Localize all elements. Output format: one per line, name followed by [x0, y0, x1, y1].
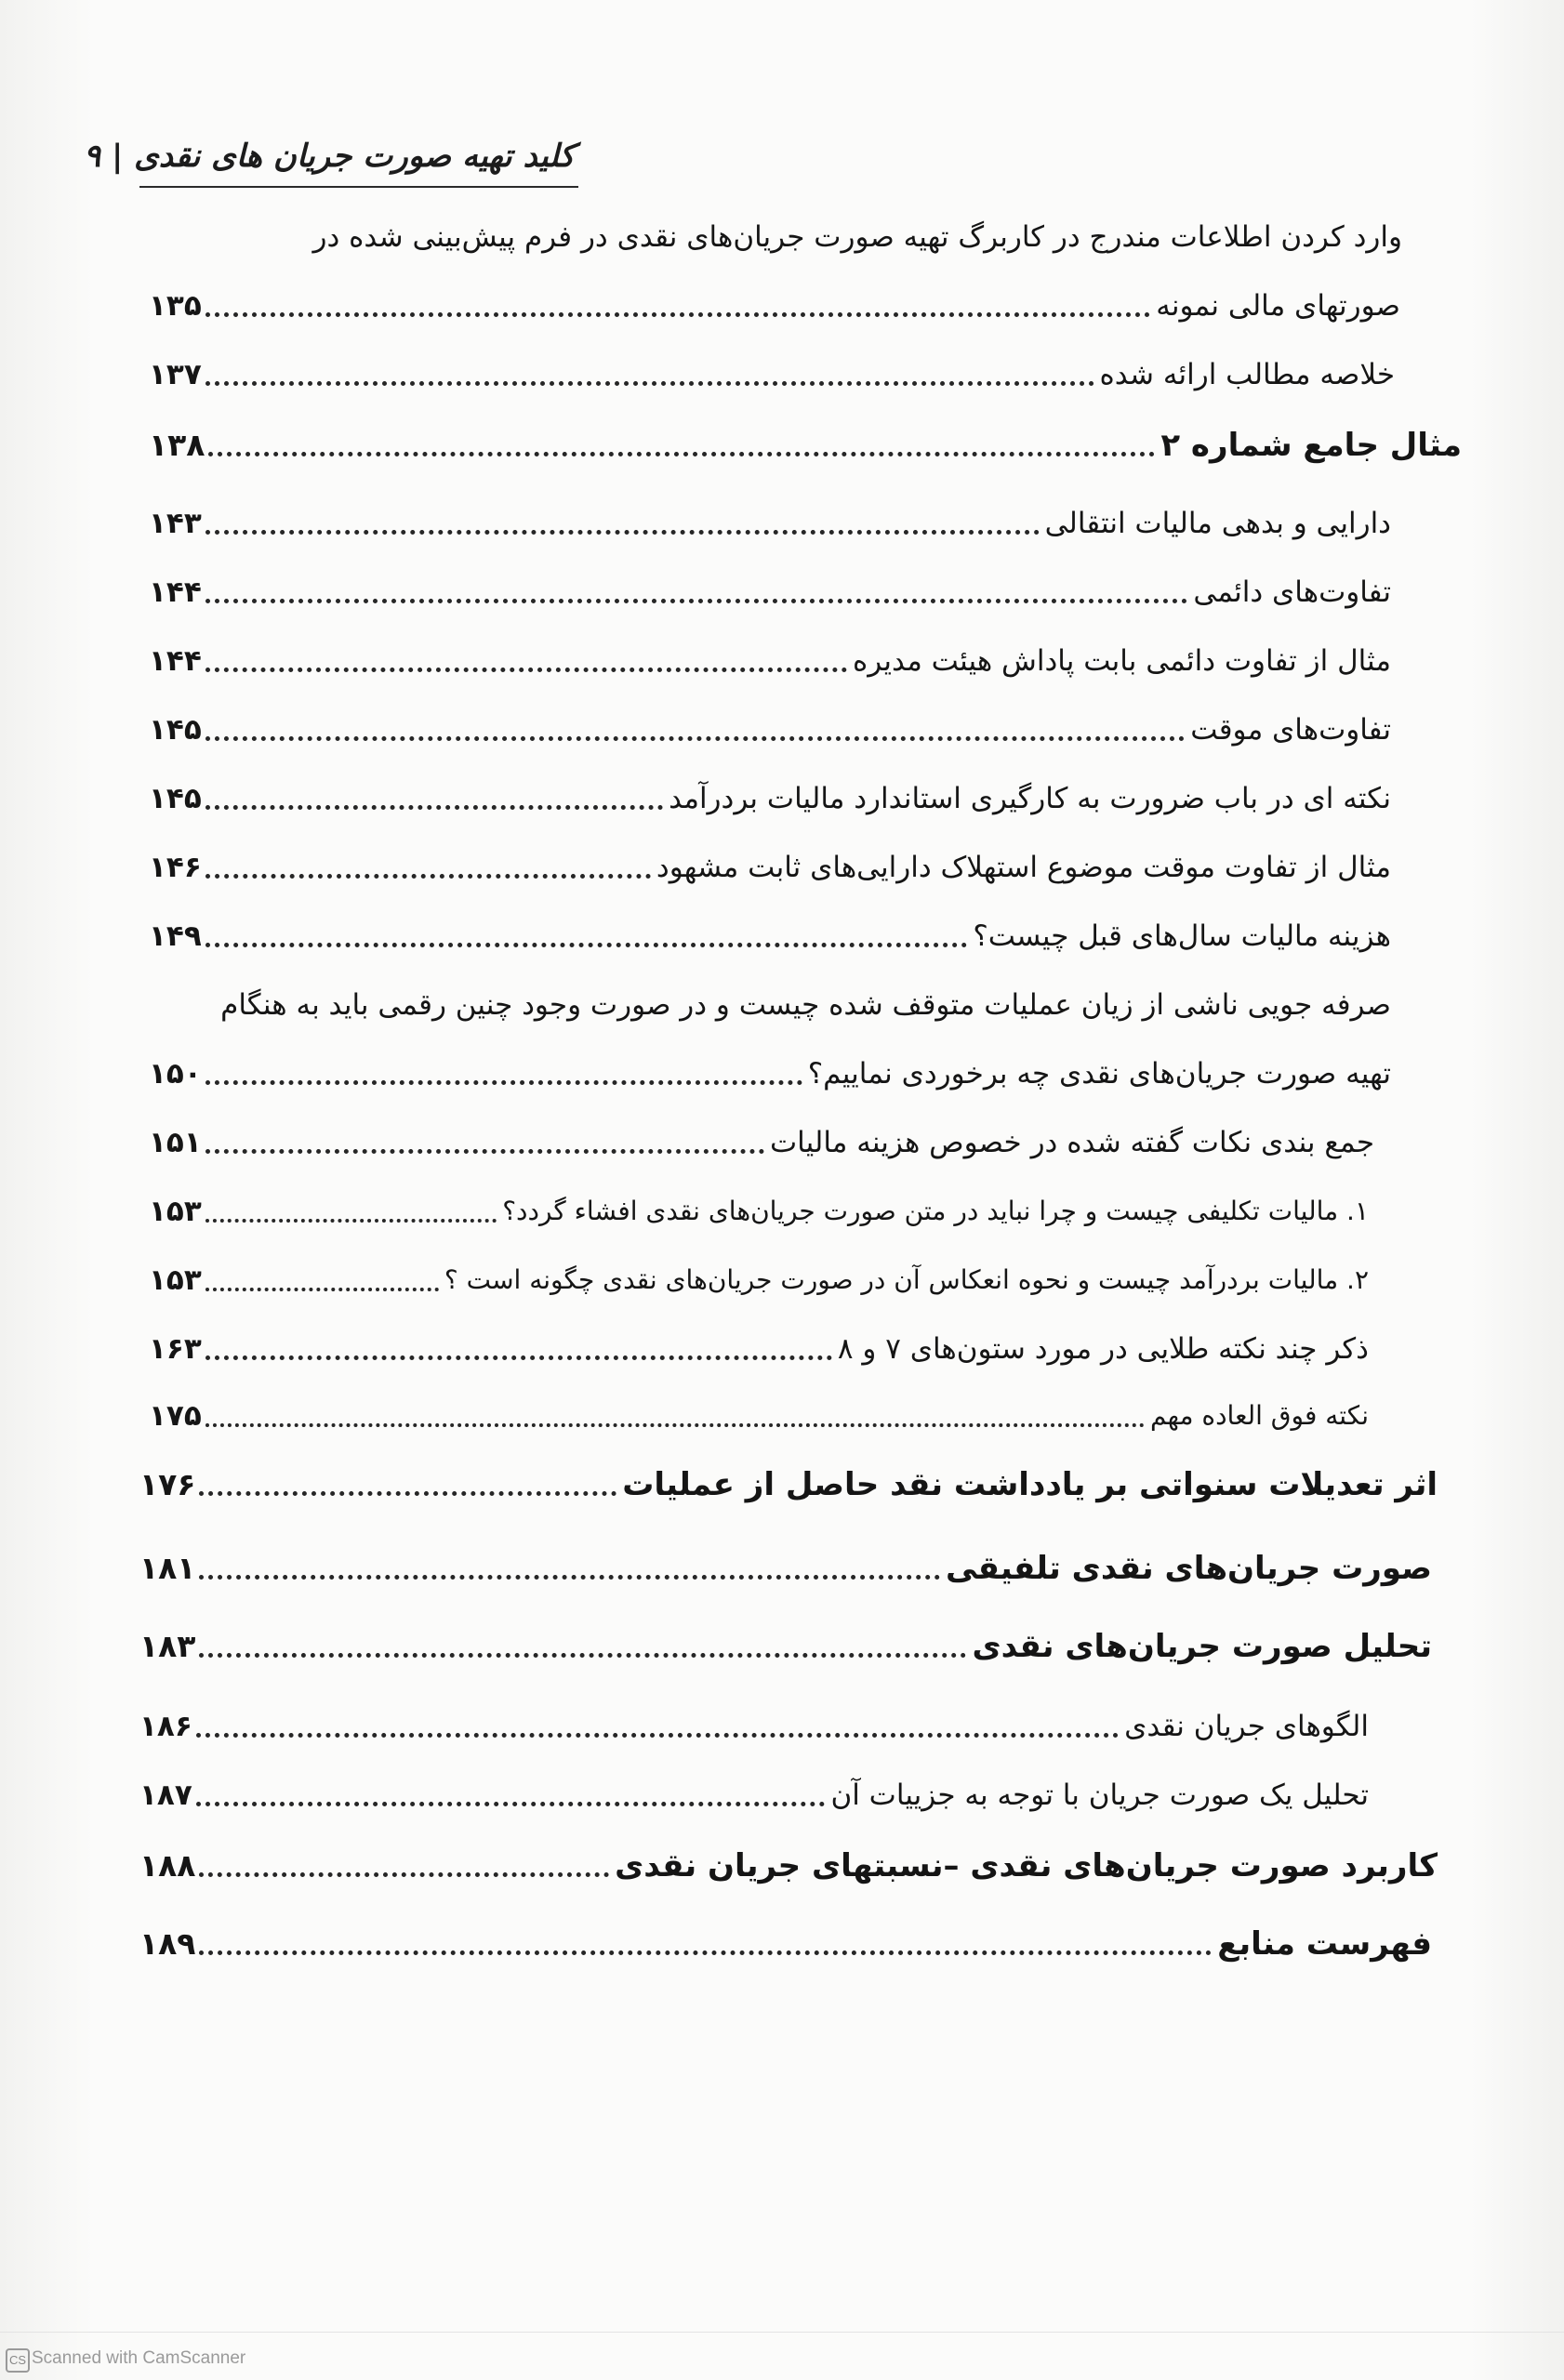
leader-dots — [205, 1149, 764, 1154]
toc-entry-title: کاربرد صورت جریان‌های نقدی –نسبتهای جریان نقدی — [615, 1847, 1438, 1884]
toc-page-number: ۱۳۵ — [149, 289, 202, 323]
leader-dots — [205, 312, 1150, 317]
toc-page-number: ۱۸۶ — [139, 1710, 192, 1743]
toc-page-number: ۱۸۱ — [139, 1550, 196, 1586]
toc-entry-title: ۲. مالیات بردرآمد چیست و نحوه انعکاس آن در صورت جریان‌های نقدی چگونه است ؟ — [444, 1264, 1369, 1295]
toc-page-number: ۱۵۰ — [149, 1057, 202, 1091]
toc-page-number: ۱۴۶ — [149, 851, 202, 884]
toc-entry-chapter[interactable] — [139, 1616, 1432, 1668]
leader-dots — [205, 530, 1040, 535]
toc-entry[interactable] — [149, 630, 1391, 682]
toc-entry-chapter[interactable] — [139, 1538, 1432, 1590]
toc-entry-title: صورتهای مالی نمونه — [1156, 289, 1400, 323]
toc-entry[interactable] — [149, 344, 1395, 396]
scanner-watermark: Scanned with CamScanner — [32, 2348, 246, 2368]
toc-entry-title: هزینه مالیات سال‌های قبل چیست؟ — [973, 919, 1391, 953]
toc-entry-title: اثر تعدیلات سنواتی بر یادداشت نقد حاصل از عملیات — [622, 1466, 1438, 1503]
leader-dots — [205, 381, 1094, 386]
toc-entry-title: فهرست منابع — [1217, 1925, 1432, 1963]
toc-page-number: ۱۵۳ — [149, 1263, 202, 1297]
toc-page-number: ۱۳۷ — [149, 358, 202, 391]
toc-page-number: ۱۷۶ — [139, 1466, 196, 1502]
toc-entry-title: نکته فوق العاده مهم — [1149, 1400, 1369, 1431]
leader-dots — [205, 668, 847, 672]
running-header: کلید تهیه صورت جریان های نقدی | ۹ — [83, 138, 575, 175]
toc-page-number: ۱۸۸ — [139, 1847, 196, 1884]
leader-dots — [205, 736, 1186, 741]
leader-dots — [205, 1423, 1145, 1427]
toc-entry-chapter[interactable] — [139, 1835, 1438, 1887]
toc-entry[interactable] — [149, 275, 1400, 327]
toc-entry-title: ۱. مالیات تکلیفی چیست و چرا نباید در متن صورت جریان‌های نقدی افشاء گردد؟ — [502, 1196, 1369, 1226]
leader-dots — [199, 1653, 966, 1658]
leader-dots — [205, 943, 968, 947]
toc-entry[interactable] — [139, 1696, 1369, 1748]
leader-dots — [205, 874, 651, 879]
toc-entry[interactable] — [149, 1043, 1391, 1095]
toc-entry-title: تفاوت‌های دائمی — [1193, 575, 1391, 609]
leader-dots — [199, 1491, 616, 1496]
toc-page-number: ۱۴۵ — [149, 713, 202, 747]
toc-entry[interactable] — [149, 1181, 1369, 1233]
toc-page-number: ۱۳۸ — [149, 427, 205, 463]
toc-entry-title: الگوهای جریان نقدی — [1124, 1710, 1369, 1743]
toc-entry[interactable] — [149, 1318, 1369, 1370]
toc-page-number: ۱۸۹ — [139, 1925, 196, 1962]
toc-entry-chapter[interactable] — [139, 1913, 1432, 1965]
toc-entry — [167, 206, 1402, 258]
toc-entry-title: تفاوت‌های موقت — [1190, 713, 1391, 747]
toc-page-number: ۱۴۵ — [149, 782, 202, 815]
leader-dots — [205, 1080, 802, 1085]
leader-dots — [208, 452, 1155, 456]
toc-entry-chapter[interactable] — [139, 1454, 1438, 1506]
leader-dots — [205, 1355, 832, 1360]
toc-page-number: ۱۷۵ — [149, 1399, 202, 1433]
toc-entry[interactable] — [149, 562, 1391, 614]
toc-entry-title: تهیه صورت جریان‌های نقدی چه برخوردی نماییم؟ — [807, 1057, 1391, 1091]
toc-entry-title: تحلیل صورت جریان‌های نقدی — [972, 1628, 1432, 1665]
toc-page-number: ۱۴۴ — [149, 644, 202, 678]
leader-dots — [205, 1288, 439, 1291]
toc-entry — [167, 974, 1391, 1026]
toc-entry[interactable] — [149, 493, 1391, 545]
toc-page-number: ۱۸۳ — [139, 1628, 196, 1664]
toc-entry[interactable] — [139, 1765, 1369, 1817]
leader-dots — [199, 1872, 609, 1877]
toc-entry-title: تحلیل یک صورت جریان با توجه به جزییات آن — [830, 1778, 1369, 1812]
leader-dots — [205, 599, 1188, 603]
toc-page-number: ۱۵۳ — [149, 1195, 202, 1228]
toc-page-number: ۱۸۷ — [139, 1778, 192, 1812]
toc-entry[interactable] — [149, 768, 1391, 820]
toc-page-number: ۱۶۳ — [149, 1332, 202, 1366]
toc-entry[interactable] — [149, 699, 1391, 751]
toc-page-number: ۱۵۱ — [149, 1126, 202, 1159]
toc-entry-title: جمع بندی نکات گفته شده در خصوص هزینه مالیات — [769, 1126, 1374, 1159]
toc-entry-title: صورت جریان‌های نقدی تلفیقی — [945, 1550, 1432, 1587]
leader-dots — [205, 1219, 497, 1223]
toc-entry-title: وارد کردن اطلاعات مندرج در کاربرگ تهیه صورت جریان‌های نقدی در فرم پیش‌بینی شده در — [312, 220, 1402, 254]
scan-edge-line — [0, 2332, 1564, 2333]
toc-entry[interactable] — [149, 1250, 1369, 1302]
toc-entry[interactable] — [149, 837, 1391, 889]
toc-entry[interactable] — [149, 1385, 1369, 1437]
toc-entry-title: ذکر چند نکته طلایی در مورد ستون‌های ۷ و ۸ — [837, 1332, 1369, 1366]
toc-entry-title: نکته ای در باب ضرورت به کارگیری استاندارد مالیات بردرآمد — [669, 782, 1391, 815]
toc-entry[interactable] — [149, 1112, 1374, 1164]
toc-entry-title: دارایی و بدهی مالیات انتقالی — [1044, 507, 1391, 540]
leader-dots — [196, 1802, 826, 1806]
toc-entry-title: صرفه جویی ناشی از زیان عملیات متوقف شده چیست و در صورت وجود چنین رقمی باید به هنگام — [220, 988, 1391, 1022]
toc-entry-title: مثال از تفاوت موقت موضوع استهلاک دارایی‌های ثابت مشهود — [656, 851, 1391, 884]
toc-entry[interactable] — [149, 906, 1391, 958]
camscanner-logo-icon: CS — [6, 2348, 30, 2373]
leader-dots — [196, 1733, 1119, 1738]
leader-dots — [199, 1575, 940, 1580]
leader-dots — [205, 805, 663, 810]
toc-entry-title: خلاصه مطالب ارائه شده — [1099, 358, 1395, 391]
toc-entry-title: مثال جامع شماره ۲ — [1160, 427, 1462, 464]
toc-entry-title: مثال از تفاوت دائمی بابت پاداش هیئت مدیره — [852, 644, 1391, 678]
toc-page-number: ۱۴۳ — [149, 507, 202, 540]
toc-page-number: ۱۴۴ — [149, 575, 202, 609]
toc-entry-chapter[interactable] — [149, 415, 1462, 467]
toc-page-number: ۱۴۹ — [149, 919, 202, 953]
leader-dots — [199, 1950, 1212, 1955]
